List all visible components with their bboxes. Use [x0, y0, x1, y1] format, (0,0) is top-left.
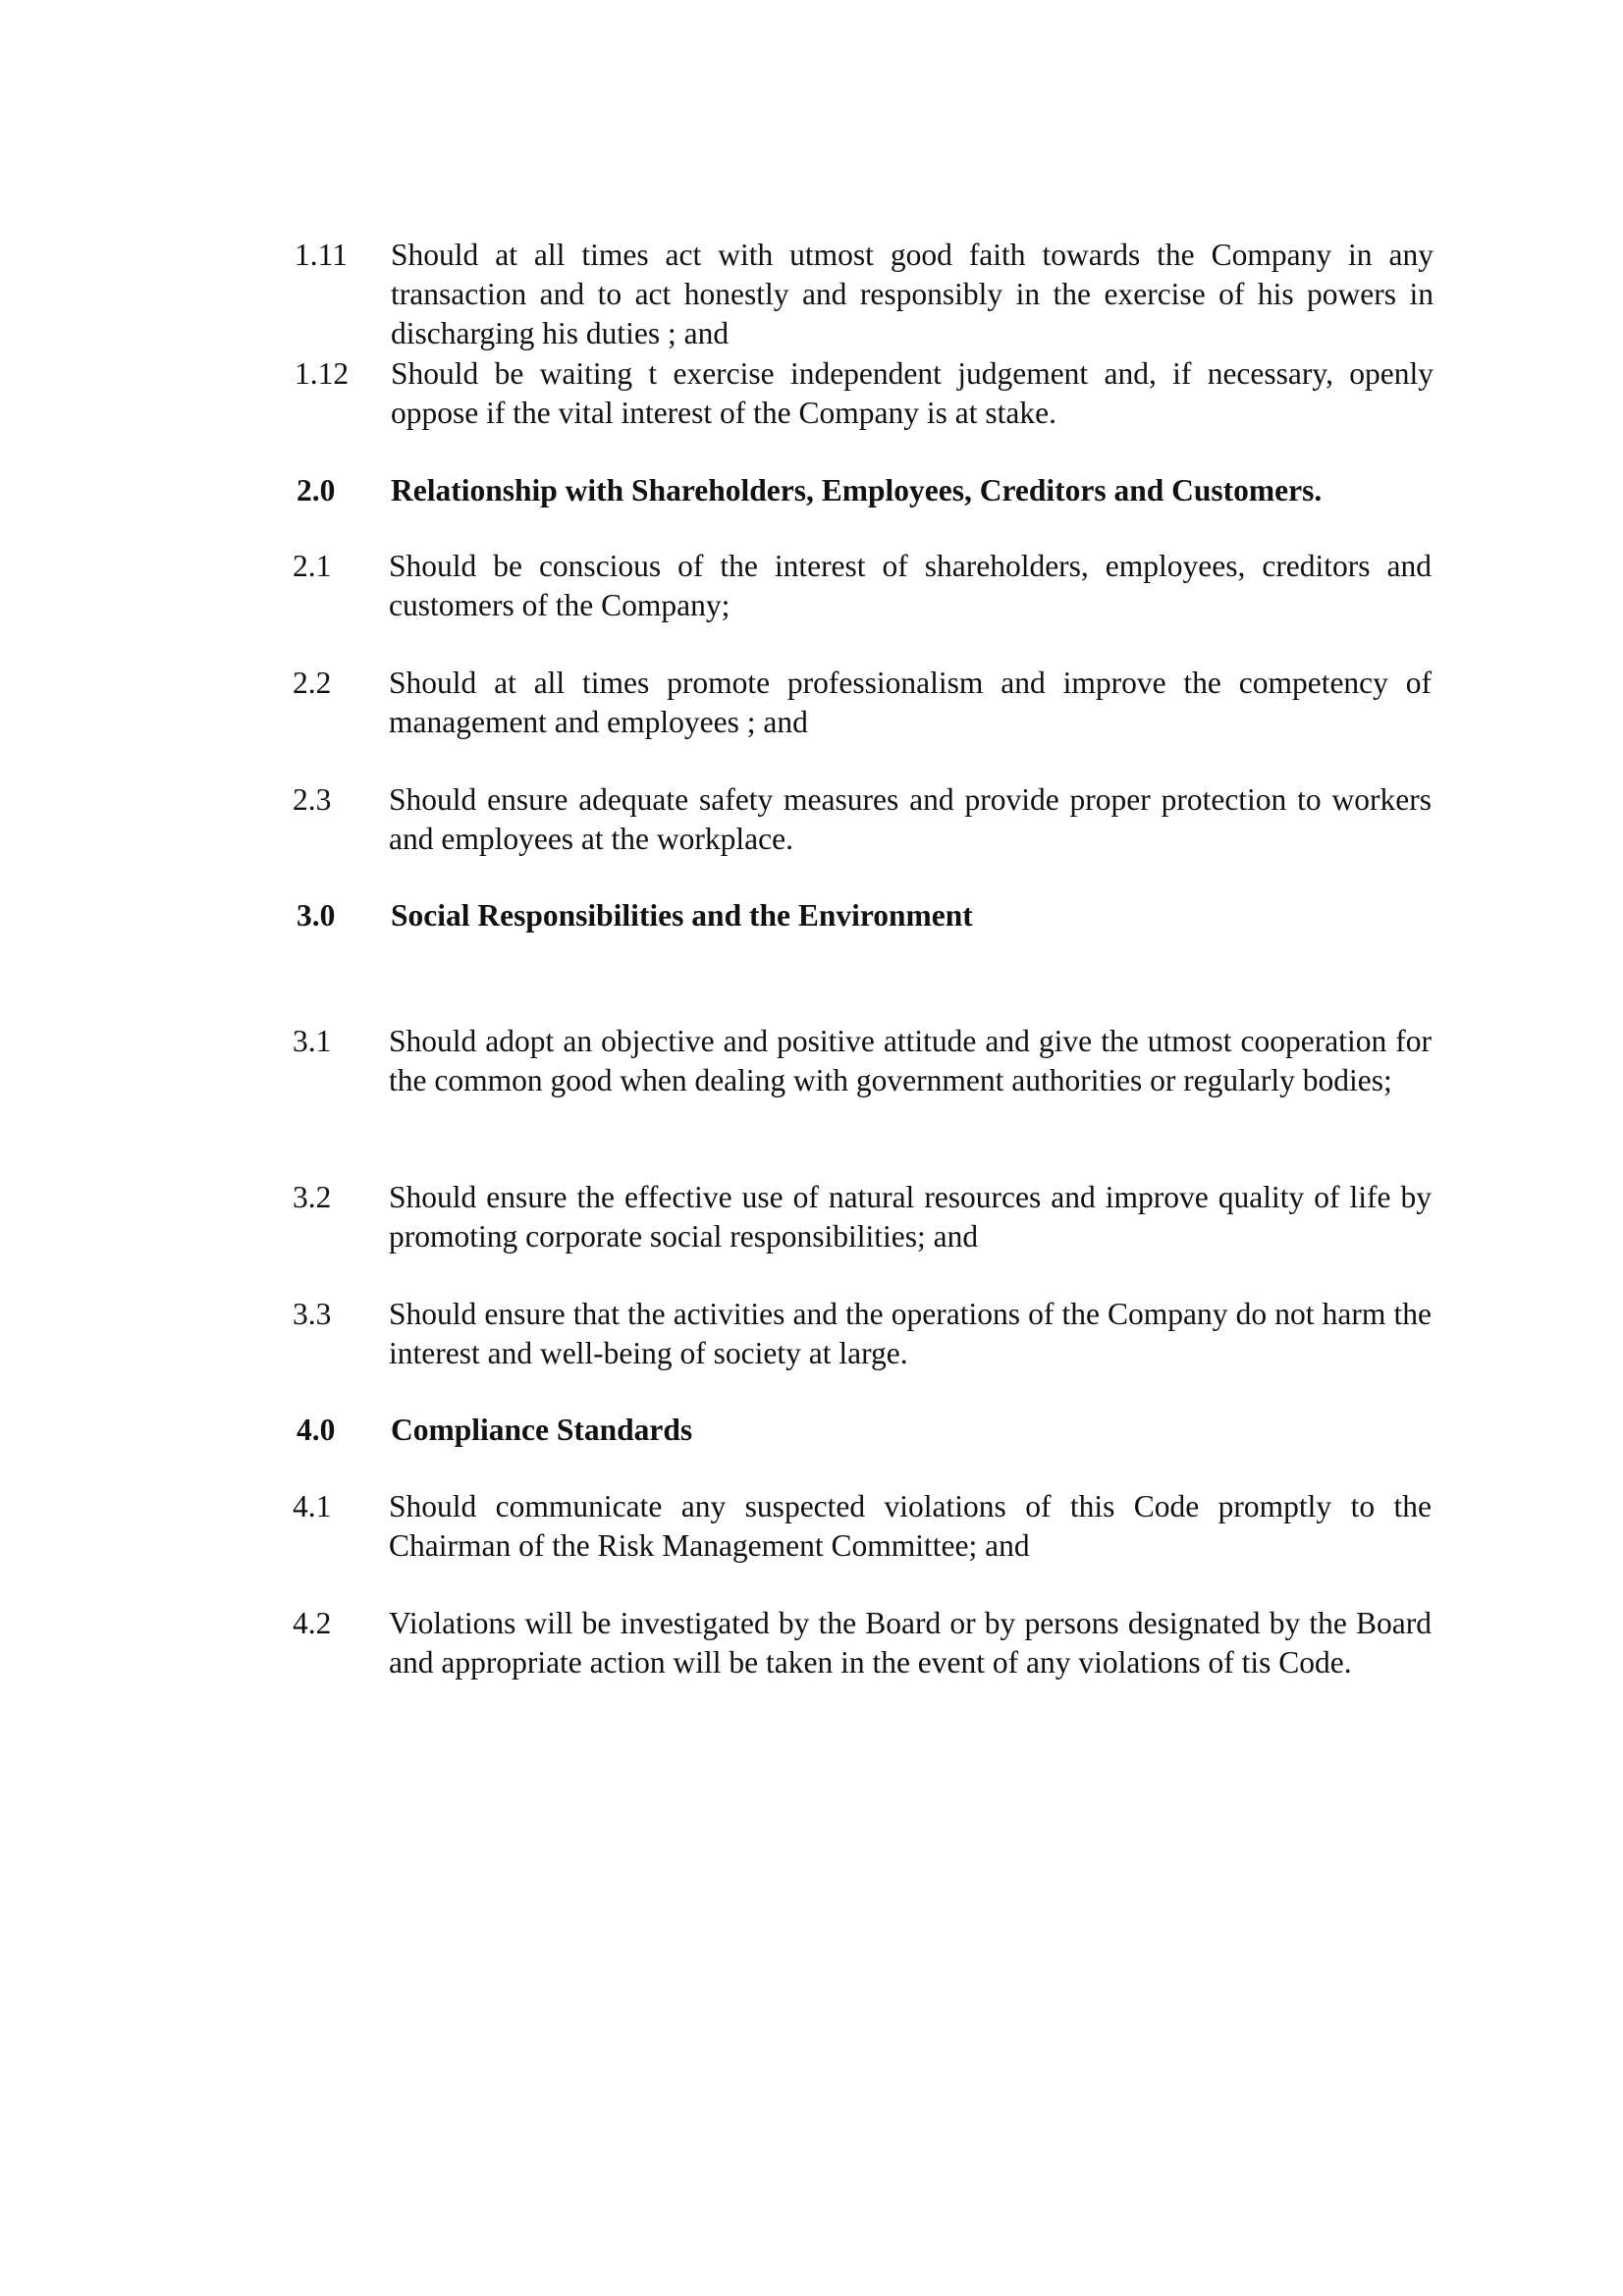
clause-number: 2.2	[293, 666, 332, 700]
clause-text: Should communicate any suspected violations of this Code promptly to the Chairman of the Risk Management Committee; and	[389, 1489, 1432, 1563]
clause-number: 1.11	[295, 238, 348, 272]
clause-text: Should ensure adequate safety measures and provide proper protection to workers and employees at the workplace.	[389, 782, 1432, 856]
clause-text: Violations will be investigated by the Board or by persons designated by the Board and appropriate action will be taken in the event of any violations of tis Code.	[389, 1606, 1432, 1680]
clause-text: Should at all times promote professionalism and improve the competency of management and employees ; and	[389, 666, 1432, 739]
clause-number: 3.3	[293, 1297, 332, 1331]
section-title: Compliance Standards	[391, 1413, 693, 1447]
clause-number: 3.1	[293, 1024, 332, 1058]
clause-number: 1.12	[295, 356, 350, 391]
clause-number: 2.1	[293, 549, 332, 583]
clause-text: Should be waiting t exercise independent judgement and, if necessary, openly oppose if the vital interest of the Company is at stake.	[391, 356, 1434, 430]
section-number: 2.0	[297, 473, 336, 507]
section-number: 4.0	[297, 1413, 336, 1447]
section-title: Social Responsibilities and the Environment	[391, 898, 973, 933]
clause-text: Should ensure that the activities and the operations of the Company do not harm the interest and well-being of society at large.	[389, 1297, 1432, 1370]
clause-text: Should ensure the effective use of natural resources and improve quality of life by promoting corporate social responsibilities; and	[389, 1180, 1432, 1254]
clause-text: Should adopt an objective and positive attitude and give the utmost cooperation for the common good when dealing with government authorities or regularly bodies;	[389, 1024, 1432, 1097]
clause-text: Should be conscious of the interest of shareholders, employees, creditors and customers of the Company;	[389, 549, 1432, 622]
clause-number: 2.3	[293, 782, 332, 817]
clause-number: 3.2	[293, 1180, 332, 1214]
clause-number: 4.2	[293, 1606, 332, 1640]
clause-number: 4.1	[293, 1489, 332, 1523]
section-title: Relationship with Shareholders, Employees, Creditors and Customers.	[391, 473, 1323, 507]
clause-text: Should at all times act with utmost good faith towards the Company in any transaction and to act honestly and responsibly in the exercise of his powers in discharging his duties ; and	[391, 238, 1434, 350]
section-number: 3.0	[297, 898, 336, 933]
